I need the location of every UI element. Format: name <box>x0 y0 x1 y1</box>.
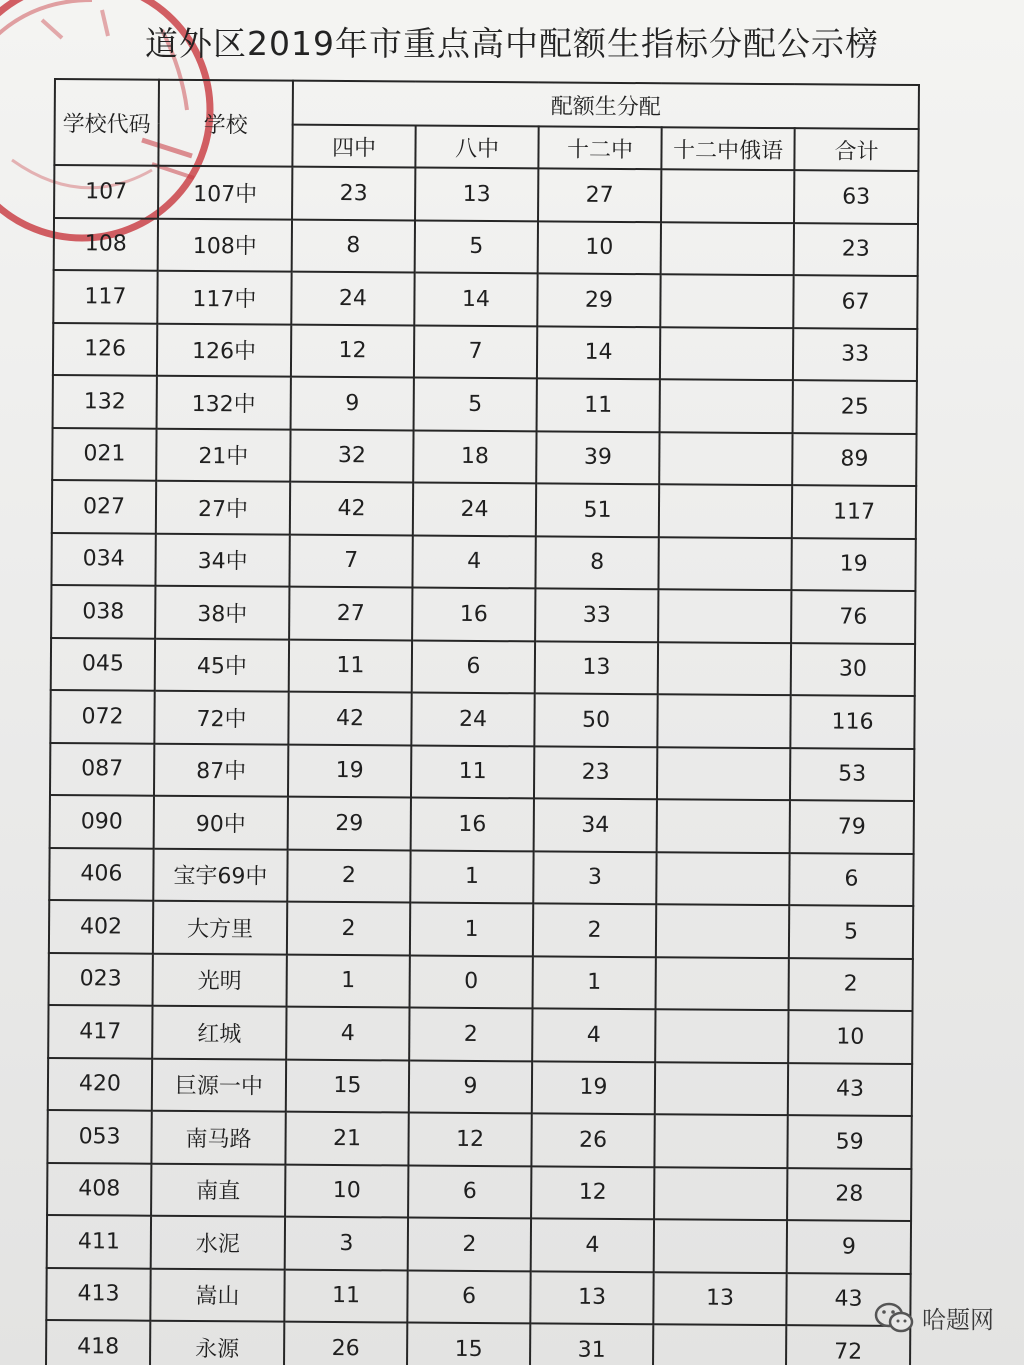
cell-school-name: 45中 <box>155 638 289 691</box>
cell-school-code: 413 <box>46 1267 150 1320</box>
cell-eighth-school: 0 <box>410 955 533 1008</box>
cell-school-name: 南直 <box>151 1163 285 1216</box>
table-row <box>51 585 915 644</box>
table-row <box>51 637 915 696</box>
cell-twelfth-school: 10 <box>538 221 661 274</box>
watermark-text: 哈题网 <box>922 1306 994 1334</box>
cell-school-name: 38中 <box>155 586 289 639</box>
cell-twelfth-russian <box>660 274 793 327</box>
cell-school-name: 107中 <box>158 166 292 219</box>
cell-eighth-school: 13 <box>415 168 538 221</box>
cell-school-name: 108中 <box>158 218 292 271</box>
cell-school-code: 408 <box>47 1162 151 1215</box>
table-header <box>54 79 919 171</box>
cell-twelfth-school: 3 <box>533 851 656 904</box>
cell-total: 10 <box>788 1010 912 1063</box>
page-title: 道外区2019年市重点高中配额生指标分配公示榜 <box>145 24 879 63</box>
header-col-total: 合计 <box>794 128 918 171</box>
cell-fourth-school: 42 <box>288 692 411 745</box>
cell-total: 25 <box>793 380 917 433</box>
cell-twelfth-school: 14 <box>537 326 660 379</box>
cell-school-code: 021 <box>52 427 156 480</box>
cell-twelfth-school: 31 <box>530 1323 653 1365</box>
cell-school-code: 023 <box>49 952 153 1005</box>
cell-school-code: 053 <box>47 1110 151 1163</box>
cell-total: 53 <box>790 748 914 801</box>
cell-school-code: 087 <box>50 742 154 795</box>
cell-eighth-school: 5 <box>415 220 538 273</box>
quota-table <box>45 78 920 1365</box>
cell-school-code: 072 <box>50 690 154 743</box>
cell-twelfth-russian <box>654 1114 787 1167</box>
cell-school-name: 水泥 <box>151 1216 285 1269</box>
cell-fourth-school: 2 <box>287 849 410 902</box>
cell-total: 19 <box>791 538 915 591</box>
cell-school-name: 126中 <box>157 323 291 376</box>
cell-twelfth-russian <box>655 1009 788 1062</box>
cell-twelfth-school: 4 <box>532 1008 655 1061</box>
watermark <box>874 1300 994 1335</box>
cell-school-name: 光明 <box>153 953 287 1006</box>
cell-twelfth-russian <box>661 169 794 222</box>
cell-twelfth-russian <box>653 1324 786 1365</box>
cell-twelfth-russian <box>657 747 790 800</box>
cell-eighth-school: 1 <box>410 903 533 956</box>
cell-school-name: 117中 <box>157 271 291 324</box>
cell-school-name: 72中 <box>154 691 288 744</box>
cell-total: 67 <box>793 275 917 328</box>
cell-twelfth-russian <box>656 904 789 957</box>
cell-eighth-school: 1 <box>410 850 533 903</box>
header-school: 学校 <box>158 80 293 167</box>
cell-twelfth-russian <box>658 589 791 642</box>
cell-fourth-school: 29 <box>288 797 411 850</box>
cell-total: 63 <box>794 170 918 223</box>
cell-twelfth-school: 26 <box>531 1113 654 1166</box>
header-school-code: 学校代码 <box>54 79 159 166</box>
cell-eighth-school: 16 <box>412 588 535 641</box>
cell-school-name: 大方里 <box>153 901 287 954</box>
cell-fourth-school: 42 <box>290 482 413 535</box>
cell-eighth-school: 12 <box>408 1113 531 1166</box>
cell-twelfth-school: 13 <box>530 1271 653 1324</box>
cell-eighth-school: 6 <box>412 640 535 693</box>
cell-fourth-school: 15 <box>286 1059 409 1112</box>
cell-total: 59 <box>787 1115 911 1168</box>
cell-fourth-school: 21 <box>285 1112 408 1165</box>
cell-school-code: 417 <box>48 1005 152 1058</box>
cell-twelfth-school: 4 <box>531 1218 654 1271</box>
cell-twelfth-russian <box>654 1167 787 1220</box>
cell-twelfth-school: 23 <box>534 746 657 799</box>
cell-twelfth-russian <box>658 642 791 695</box>
cell-school-code: 108 <box>54 218 158 271</box>
table-row <box>46 1267 910 1326</box>
cell-total: 33 <box>793 328 917 381</box>
cell-eighth-school: 16 <box>411 798 534 851</box>
table-row <box>48 1057 912 1116</box>
table-row <box>49 952 913 1011</box>
table-row <box>48 1005 912 1064</box>
cell-school-name: 红城 <box>152 1006 286 1059</box>
cell-school-name: 永源 <box>150 1321 284 1365</box>
cell-twelfth-russian <box>661 222 794 275</box>
cell-twelfth-russian <box>659 484 792 537</box>
cell-twelfth-school: 1 <box>533 956 656 1009</box>
cell-eighth-school: 11 <box>411 745 534 798</box>
cell-fourth-school: 3 <box>285 1217 408 1270</box>
table-row <box>51 532 915 591</box>
cell-twelfth-russian <box>660 379 793 432</box>
table-row <box>54 165 918 224</box>
cell-school-code: 034 <box>51 532 155 585</box>
cell-school-code: 132 <box>53 375 157 428</box>
cell-twelfth-school: 12 <box>531 1166 654 1219</box>
cell-eighth-school: 24 <box>411 693 534 746</box>
cell-fourth-school: 10 <box>285 1164 408 1217</box>
header-col-twelfth-russian: 十二中俄语 <box>661 127 794 170</box>
header-col-fourth-school: 四中 <box>292 125 415 168</box>
wechat-icon <box>874 1301 914 1335</box>
cell-twelfth-russian <box>657 799 790 852</box>
table-row <box>53 270 917 329</box>
cell-total: 72 <box>786 1325 910 1365</box>
cell-twelfth-school: 11 <box>537 378 660 431</box>
cell-fourth-school: 2 <box>287 902 410 955</box>
cell-fourth-school: 27 <box>289 587 412 640</box>
cell-total: 28 <box>787 1168 911 1221</box>
cell-eighth-school: 6 <box>407 1270 530 1323</box>
cell-total: 43 <box>786 1273 910 1326</box>
cell-school-name: 132中 <box>157 376 291 429</box>
cell-school-code: 117 <box>53 270 157 323</box>
quota-table-wrap <box>45 78 910 1365</box>
cell-eighth-school: 24 <box>413 483 536 536</box>
cell-total: 9 <box>787 1220 911 1273</box>
cell-total: 116 <box>790 695 914 748</box>
cell-total: 79 <box>790 800 914 853</box>
table-row <box>49 900 913 959</box>
cell-fourth-school: 32 <box>290 429 413 482</box>
cell-fourth-school: 1 <box>287 954 410 1007</box>
cell-fourth-school: 19 <box>288 744 411 797</box>
header-col-eighth-school: 八中 <box>415 126 538 169</box>
cell-school-name: 南马路 <box>151 1111 285 1164</box>
cell-school-code: 045 <box>51 637 155 690</box>
cell-eighth-school: 2 <box>409 1008 532 1061</box>
cell-eighth-school: 6 <box>408 1165 531 1218</box>
cell-twelfth-russian <box>654 1219 787 1272</box>
table-row <box>47 1110 911 1169</box>
cell-total: 6 <box>789 853 913 906</box>
cell-total: 5 <box>789 905 913 958</box>
cell-school-code: 418 <box>46 1320 150 1365</box>
cell-twelfth-school: 50 <box>534 693 657 746</box>
table-row <box>50 742 914 801</box>
table-row <box>47 1215 911 1274</box>
cell-fourth-school: 12 <box>291 324 414 377</box>
cell-twelfth-school: 19 <box>532 1061 655 1114</box>
table-row <box>47 1162 911 1221</box>
cell-eighth-school: 5 <box>414 378 537 431</box>
cell-eighth-school: 18 <box>413 430 536 483</box>
cell-school-code: 411 <box>47 1215 151 1268</box>
cell-total: 2 <box>789 958 913 1011</box>
cell-school-name: 90中 <box>154 796 288 849</box>
cell-school-code: 107 <box>54 165 158 218</box>
cell-twelfth-school: 29 <box>537 273 660 326</box>
table-body <box>46 165 918 1365</box>
table-row <box>52 427 916 486</box>
table-row <box>52 480 916 539</box>
cell-eighth-school: 15 <box>407 1322 530 1365</box>
table-row <box>50 795 914 854</box>
cell-fourth-school: 11 <box>284 1269 407 1322</box>
cell-fourth-school: 4 <box>286 1007 409 1060</box>
cell-fourth-school: 7 <box>289 534 412 587</box>
cell-twelfth-russian <box>656 957 789 1010</box>
cell-eighth-school: 4 <box>412 535 535 588</box>
cell-twelfth-school: 39 <box>536 431 659 484</box>
cell-school-name: 27中 <box>156 481 290 534</box>
cell-twelfth-school: 8 <box>535 536 658 589</box>
cell-fourth-school: 26 <box>284 1322 407 1365</box>
cell-total: 117 <box>792 485 916 538</box>
cell-twelfth-russian <box>658 537 791 590</box>
cell-twelfth-school: 51 <box>536 483 659 536</box>
cell-twelfth-school: 33 <box>535 588 658 641</box>
table-row <box>49 847 913 906</box>
cell-twelfth-school: 27 <box>538 168 661 221</box>
cell-school-name: 宝宇69中 <box>153 848 287 901</box>
table-row <box>50 690 914 749</box>
cell-school-code: 027 <box>52 480 156 533</box>
cell-eighth-school: 14 <box>414 273 537 326</box>
cell-school-code: 038 <box>51 585 155 638</box>
cell-school-code: 090 <box>50 795 154 848</box>
cell-twelfth-russian <box>657 694 790 747</box>
header-col-twelfth-school: 十二中 <box>538 126 661 169</box>
cell-twelfth-russian <box>655 1062 788 1115</box>
cell-twelfth-russian <box>656 852 789 905</box>
cell-fourth-school: 8 <box>292 219 415 272</box>
header-quota-group: 配额生分配 <box>293 81 919 129</box>
cell-school-name: 87中 <box>154 743 288 796</box>
table-row <box>46 1320 910 1365</box>
cell-twelfth-russian <box>659 432 792 485</box>
cell-school-name: 巨源一中 <box>152 1058 286 1111</box>
cell-twelfth-school: 34 <box>534 798 657 851</box>
cell-school-code: 126 <box>53 323 157 376</box>
cell-total: 76 <box>791 590 915 643</box>
cell-fourth-school: 11 <box>289 639 412 692</box>
cell-fourth-school: 9 <box>291 377 414 430</box>
cell-fourth-school: 23 <box>292 167 415 220</box>
cell-school-name: 34中 <box>155 533 289 586</box>
cell-eighth-school: 7 <box>414 325 537 378</box>
cell-twelfth-russian: 13 <box>653 1272 786 1325</box>
table-row <box>54 218 918 277</box>
cell-school-code: 420 <box>48 1057 152 1110</box>
table-row <box>53 323 917 382</box>
cell-school-name: 21中 <box>156 428 290 481</box>
table-row <box>53 375 917 434</box>
cell-total: 23 <box>794 223 918 276</box>
cell-eighth-school: 9 <box>409 1060 532 1113</box>
cell-total: 43 <box>788 1063 912 1116</box>
cell-school-code: 406 <box>49 847 153 900</box>
cell-twelfth-school: 13 <box>535 641 658 694</box>
cell-school-code: 402 <box>49 900 153 953</box>
cell-eighth-school: 2 <box>408 1217 531 1270</box>
cell-twelfth-russian <box>660 327 793 380</box>
cell-total: 89 <box>792 433 916 486</box>
cell-fourth-school: 24 <box>291 272 414 325</box>
cell-school-name: 嵩山 <box>150 1268 284 1321</box>
cell-total: 30 <box>791 643 915 696</box>
cell-twelfth-school: 2 <box>533 903 656 956</box>
